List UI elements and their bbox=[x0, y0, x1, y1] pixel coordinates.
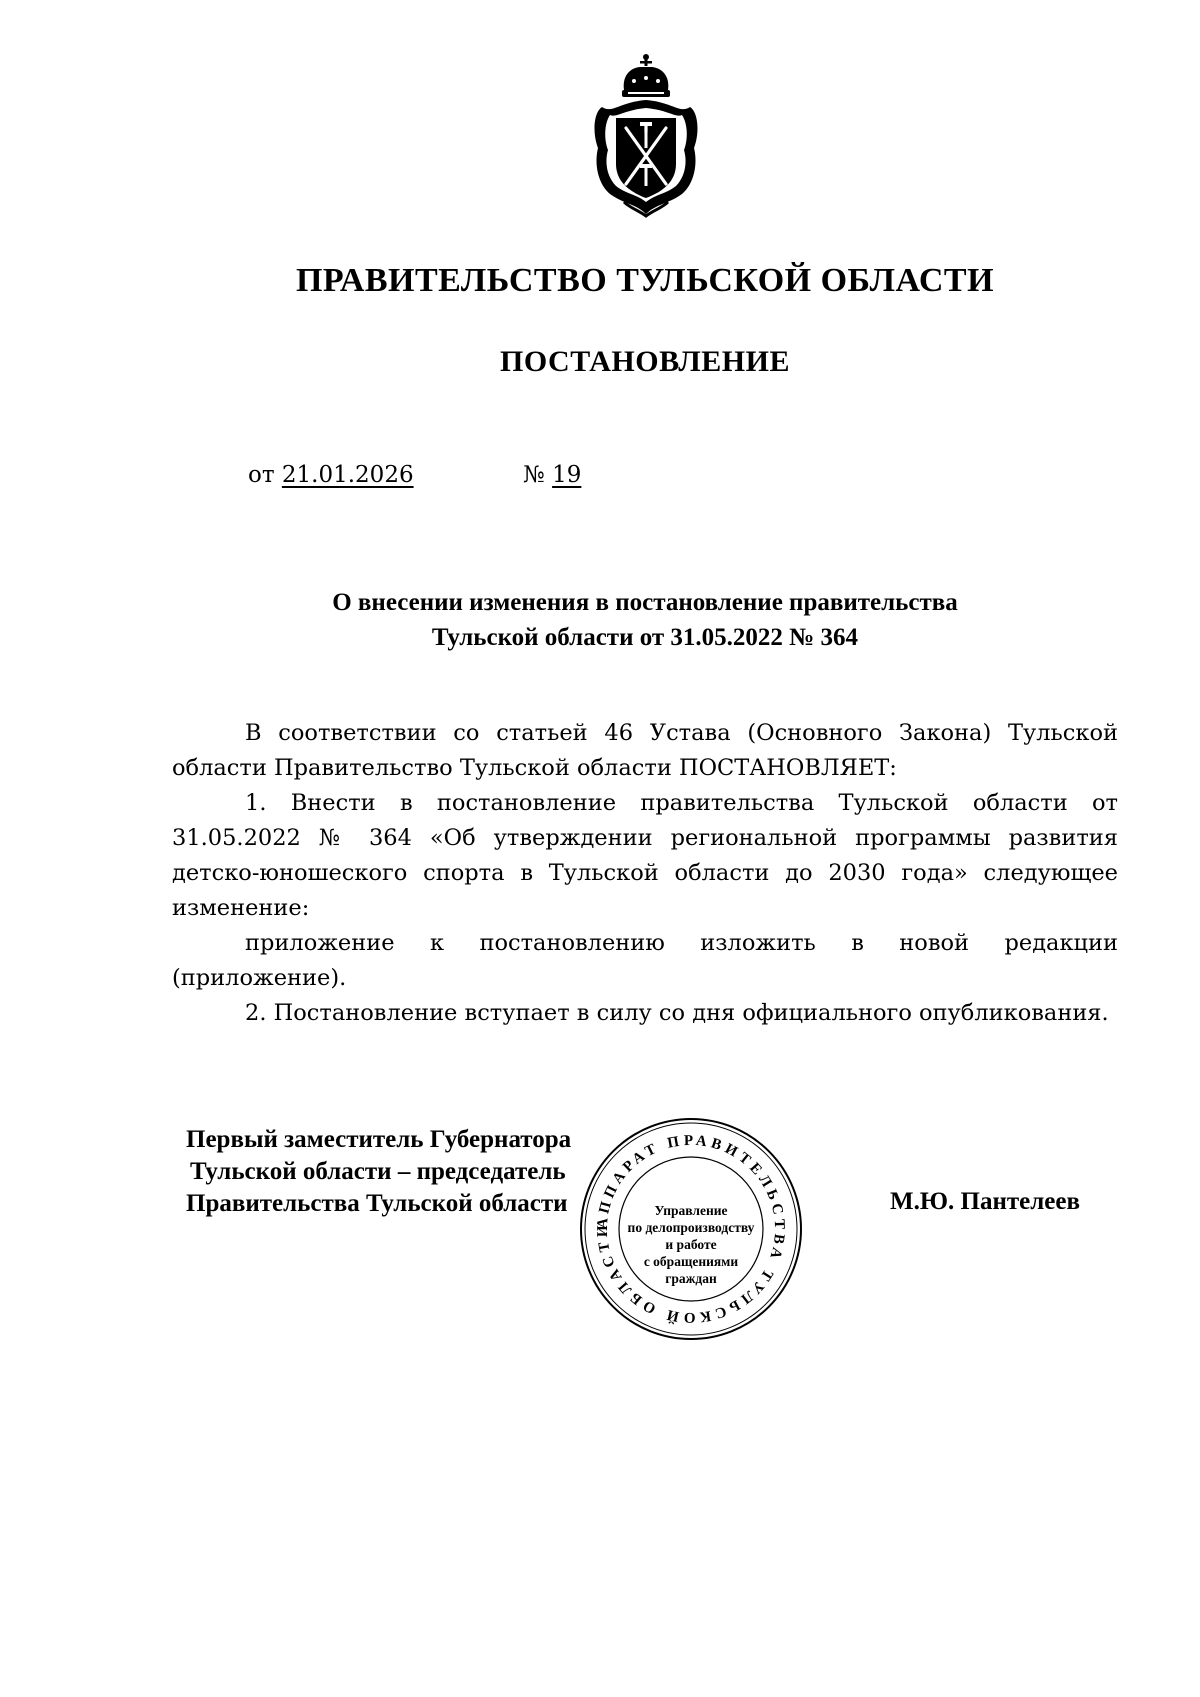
body-paragraph: приложение к постановлению изложить в новой редакции (приложение). bbox=[172, 930, 1118, 991]
signer-position bbox=[186, 1124, 571, 1220]
official-seal bbox=[578, 1116, 804, 1342]
date-value: 21.01.2026 bbox=[281, 462, 414, 488]
subject-line: Тульской области от 31.05.2022 № 364 bbox=[431, 624, 859, 651]
seal-inner-text bbox=[578, 1202, 804, 1287]
seal-inner-line: с обращениями bbox=[643, 1254, 739, 1269]
seal-inner-line: по делопроизводству bbox=[627, 1220, 755, 1235]
seal-inner-line: и работе bbox=[665, 1237, 717, 1252]
body-paragraph: В соответствии со статьей 46 Устава (Основного Закона) Тульской области Правительство Тульской области ПОСТАНОВЛЯЕТ: bbox=[172, 720, 1118, 781]
date-prefix: от bbox=[248, 462, 275, 488]
seal-inner-line: граждан bbox=[665, 1271, 717, 1286]
body-paragraph: 1. Внести в постановление правительства Тульской области от 31.05.2022 № 364 «Об утверждении региональной программы развития детско-юношеского спорта в Тульской области до 2030 года» следующее изменение: bbox=[172, 790, 1118, 921]
signer-position-line: Первый заместитель Губернатора bbox=[186, 1126, 572, 1153]
document-date bbox=[248, 462, 414, 488]
seal-inner-line: Управление bbox=[654, 1203, 728, 1218]
body-paragraph: 2. Постановление вступает в силу со дня официального опубликования. bbox=[245, 1000, 1109, 1026]
signer-position-line: Тульской области – председатель bbox=[190, 1158, 566, 1185]
document-number bbox=[523, 462, 581, 488]
number-prefix: № bbox=[523, 462, 545, 488]
coat-of-arms-icon bbox=[584, 52, 708, 220]
subject-line: О внесении изменения в постановление правительства bbox=[332, 589, 958, 616]
signer-name: М.Ю. Пантелеев bbox=[890, 1188, 1080, 1215]
signer-position-line: Правительства Тульской области bbox=[186, 1190, 568, 1217]
organization-title: ПРАВИТЕЛЬСТВО ТУЛЬСКОЙ ОБЛАСТИ bbox=[295, 262, 995, 299]
document-subject bbox=[0, 585, 1200, 655]
number-value: 19 bbox=[552, 462, 582, 488]
document-body bbox=[172, 716, 1118, 1031]
seal-ring-text: АППАРАТ ПРАВИТЕЛЬСТВА ТУЛЬСКОЙ ОБЛАСТИ bbox=[594, 1132, 788, 1326]
document-type: ПОСТАНОВЛЕНИЕ bbox=[500, 345, 790, 378]
